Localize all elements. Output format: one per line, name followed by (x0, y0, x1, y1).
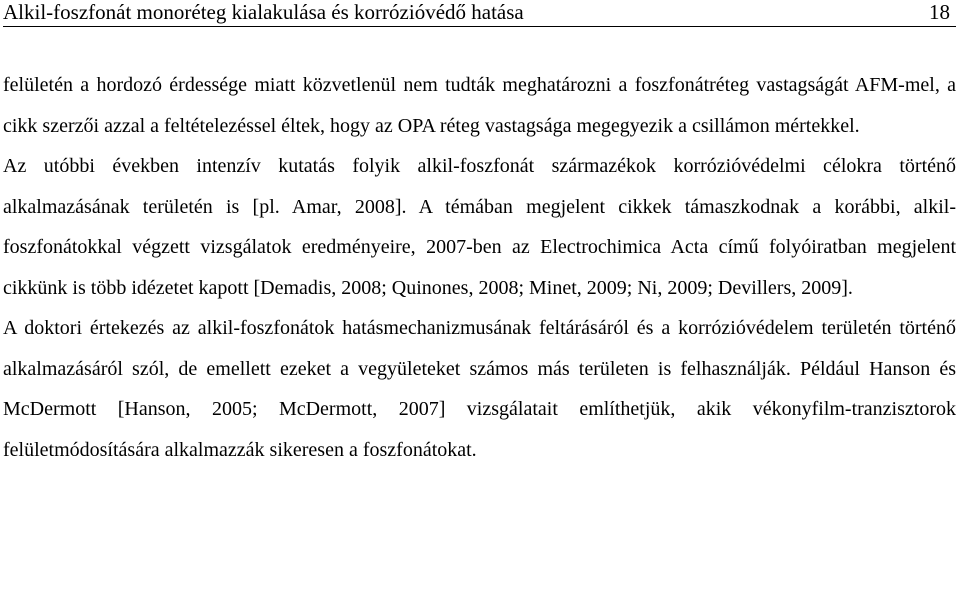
body-text (3, 65, 956, 470)
paragraph: Az utóbbi években intenzív kutatás folyik alkil-foszfonát származékok korrózióvédelmi célokra történő alkalmazásának területén is [pl. Amar, 2008]. A témában megjelent cikkek támaszkodnak a korábbi, alkil-foszfonátokkal végzett vizsgálatok eredményeire, 2007-ben az Electrochimica Acta című folyóiratban megjelent cikkünk is több idézetet kapott [Demadis, 2008; Quinones, 2008; Minet, 2009; Ni, 2009; Devillers, 2009]. (3, 155, 956, 299)
page-header (3, 0, 956, 27)
running-title: Alkil-foszfonát monoréteg kialakulása és korrózióvédő hatása (3, 0, 524, 24)
paragraph: felületén a hordozó érdessége miatt közvetlenül nem tudták meghatározni a foszfonátréteg vastagságát AFM-mel, a cikk szerzői azzal a feltételezéssel éltek, hogy az OPA réteg vastagsága megegyezik a csillámon mértekkel. (3, 74, 956, 137)
page-number: 18 (929, 0, 950, 24)
paragraph: A doktori értekezés az alkil-foszfonátok hatásmechanizmusának feltárásáról és a korrózióvédelem területén történő alkalmazásáról szól, de emellett ezeket a vegyületeket számos más területen is felhasználják. Például Hanson és McDermott [Hanson, 2005; McDermott, 2007] vizsgálatait említhetjük, akik vékonyfilm-tranzisztorok felületmódosítására alkalmazzák sikeresen a foszfonátokat. (3, 317, 956, 461)
